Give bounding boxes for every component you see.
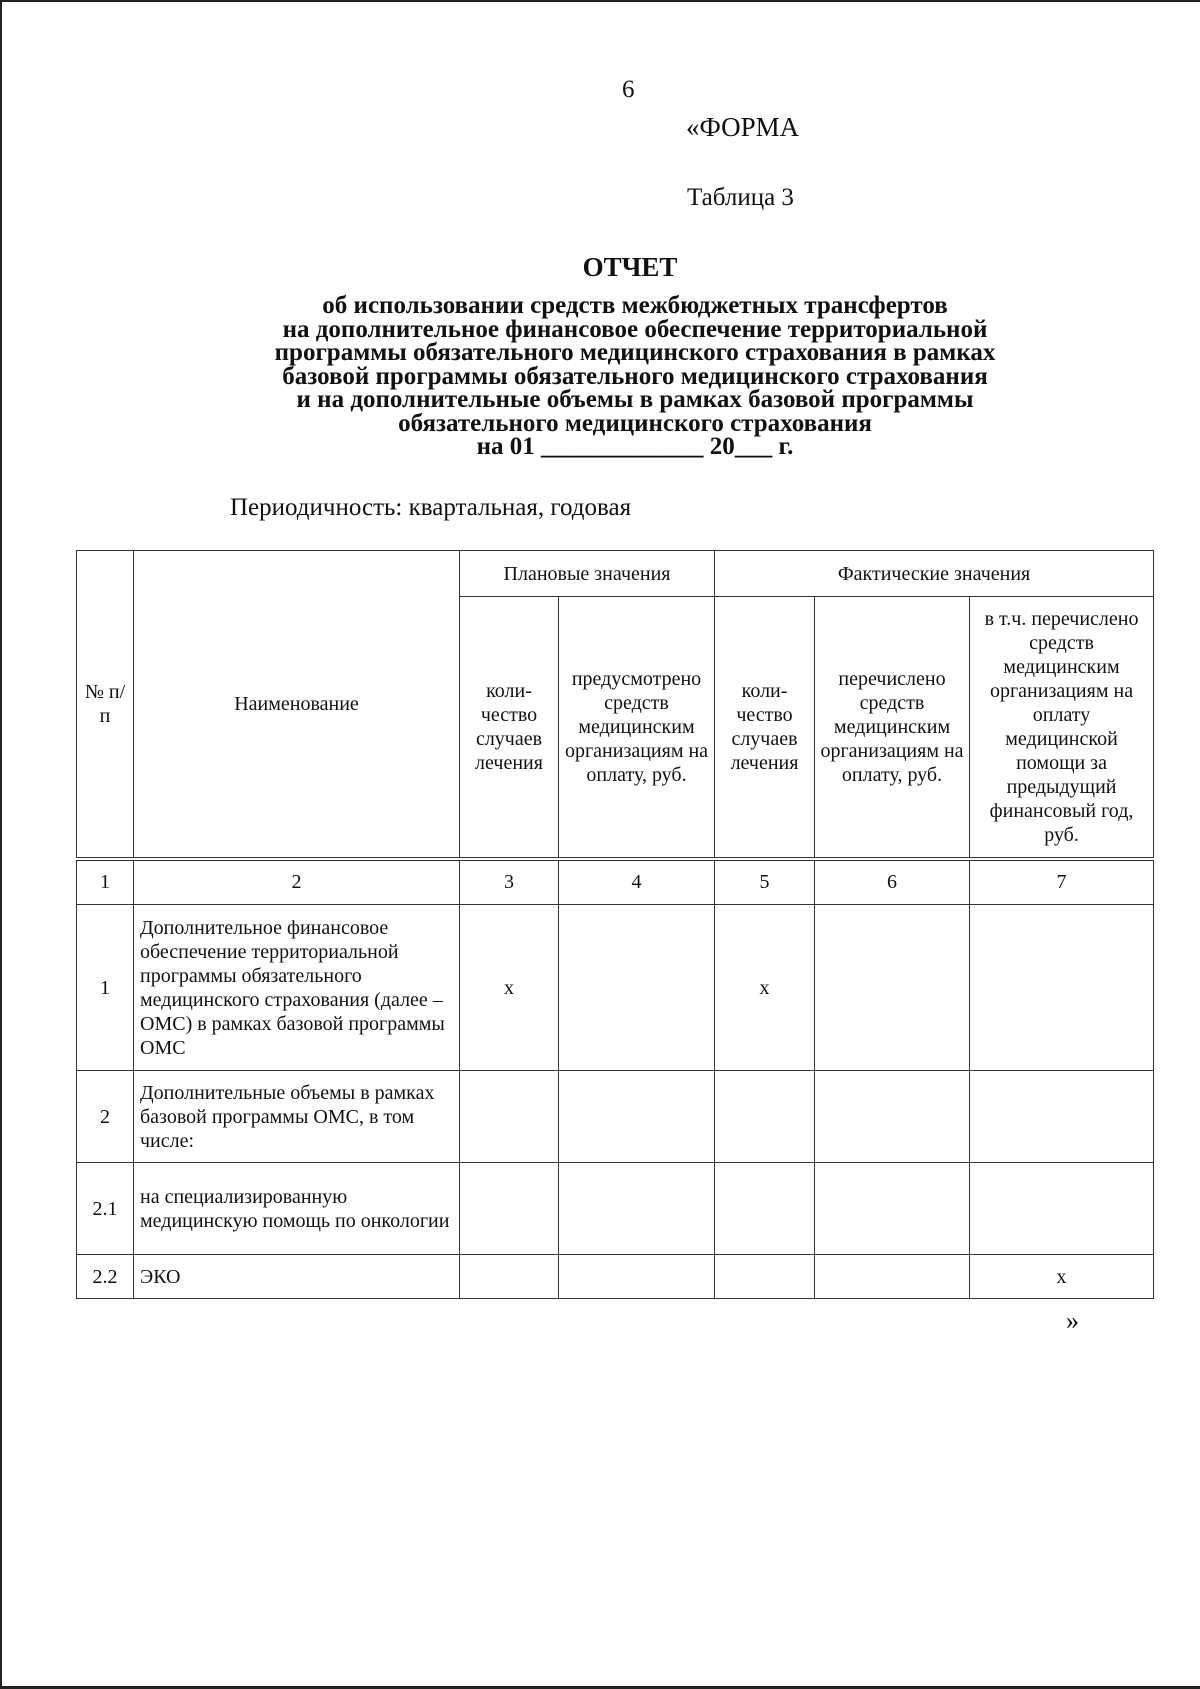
row-cell: [559, 1255, 715, 1299]
table-row: [77, 1163, 1154, 1255]
column-number: 4: [559, 859, 715, 905]
report-date-line: на 01 _____________ 20___ г.: [476, 433, 794, 460]
row-num: 2.2: [77, 1255, 134, 1299]
row-cell: [815, 1163, 970, 1255]
header-planned-cases: коли-чество случаев лечения: [460, 597, 559, 859]
periodicity: Периодичность: квартальная, годовая: [230, 494, 632, 521]
row-cell: [715, 1163, 815, 1255]
subtitle-line: обязательного медицинского страхования: [398, 409, 872, 437]
row-num: 1: [77, 905, 134, 1071]
table-row: [77, 905, 1154, 1071]
column-number: 2: [134, 859, 460, 905]
row-cell: х: [970, 1255, 1154, 1299]
subtitle-line: программы обязательного медицинского страхования в рамках: [274, 339, 996, 366]
form-mark: «ФОРМА: [686, 112, 800, 142]
row-cell: [460, 1071, 559, 1163]
subtitle-line: об использовании средств межбюджетных трансфертов: [322, 292, 948, 319]
header-name: Наименование: [134, 551, 460, 859]
subtitle-line: на дополнительное финансовое обеспечение территориальной: [282, 315, 988, 343]
row-num: 2.1: [77, 1163, 134, 1255]
header-actual-transferred: перечислено средств медицинским организациям на оплату, руб.: [815, 597, 970, 859]
row-cell: [559, 1163, 715, 1255]
closing-quote: »: [1066, 1306, 1079, 1335]
subtitle-line: базовой программы обязательного медицинского страхования: [282, 362, 988, 390]
row-cell: [715, 1071, 815, 1163]
row-name: ЭКО: [134, 1255, 460, 1299]
table-label: Таблица 3: [687, 184, 794, 211]
row-cell: [815, 1255, 970, 1299]
row-cell: х: [460, 905, 559, 1071]
column-number: 1: [77, 859, 134, 905]
row-num: 2: [77, 1071, 134, 1163]
row-cell: [559, 905, 715, 1071]
row-cell: [815, 905, 970, 1071]
header-actual-group: Фактические значения: [715, 551, 1154, 597]
header-num: № п/п: [77, 551, 134, 859]
table-row: [77, 1071, 1154, 1163]
column-number: 6: [815, 859, 970, 905]
row-cell: [970, 1071, 1154, 1163]
row-cell: [559, 1071, 715, 1163]
row-cell: [460, 1163, 559, 1255]
header-planned-group: Плановые значения: [460, 551, 715, 597]
row-cell: [815, 1071, 970, 1163]
header-actual-cases: коли-чество случаев лечения: [715, 597, 815, 859]
row-cell: [970, 1163, 1154, 1255]
report-title: ОТЧЕТ: [582, 252, 678, 282]
header-actual-prev-year: в т.ч. перечислено средств медицинским организациям на оплату медицинской помощи за предыдущий финансовый год, руб.: [970, 597, 1154, 859]
row-cell: х: [715, 905, 815, 1071]
report-table: [76, 550, 1154, 1299]
column-number: 3: [460, 859, 559, 905]
column-number: 7: [970, 859, 1154, 905]
column-number: 5: [715, 859, 815, 905]
row-cell: [970, 905, 1154, 1071]
row-name: Дополнительные объемы в рамках базовой программы ОМС, в том числе:: [134, 1071, 460, 1163]
column-number-row: [77, 859, 1154, 905]
report-subtitle: [210, 294, 1060, 459]
header-planned-funds: предусмотрено средств медицинским организациям на оплату, руб.: [559, 597, 715, 859]
page-number: 6: [622, 76, 635, 103]
row-name: Дополнительное финансовое обеспечение территориальной программы обязательного медицинского страхования (далее – ОМС) в рамках базовой программы ОМС: [134, 905, 460, 1071]
row-name: на специализированную медицинскую помощь по онкологии: [134, 1163, 460, 1255]
row-cell: [715, 1255, 815, 1299]
header-row-groups: [77, 551, 1154, 597]
table-row: [77, 1255, 1154, 1299]
subtitle-line: и на дополнительные объемы в рамках базовой программы: [296, 386, 974, 413]
row-cell: [460, 1255, 559, 1299]
